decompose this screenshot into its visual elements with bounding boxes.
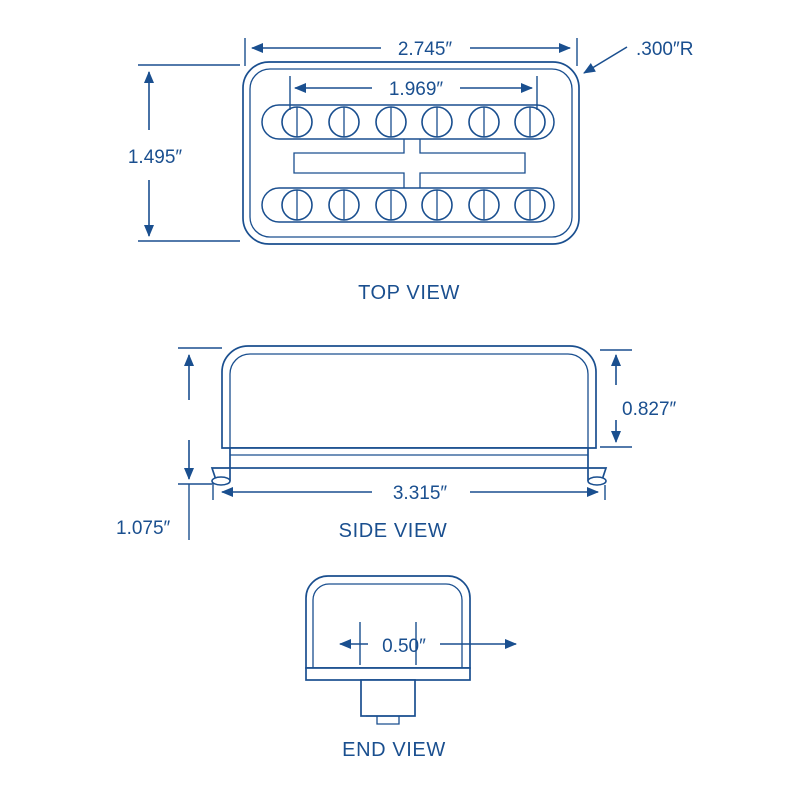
dim-top-width-text: 2.745″ <box>397 39 453 60</box>
side-view-baseplate <box>230 448 588 468</box>
end-view-boss <box>361 680 415 716</box>
dim-side-total-height-text: 1.075″ <box>116 518 171 539</box>
dim-end-width-text: 0.50″ <box>382 636 426 657</box>
side-view-mount-hole-right <box>588 477 606 485</box>
dim-side-length-text: 3.315″ <box>392 483 448 504</box>
side-view-mount-hole-left <box>212 477 230 485</box>
side-view-label: SIDE VIEW <box>338 520 448 542</box>
dim-top-height-text: 1.495″ <box>127 147 183 168</box>
top-view-label: TOP VIEW <box>358 282 460 304</box>
dim-corner-radius-text: .300″R <box>636 39 694 60</box>
top-view-group <box>128 38 694 304</box>
end-view-boss-tab <box>377 716 399 724</box>
end-view-group <box>306 576 516 761</box>
leader-corner-radius <box>584 47 627 73</box>
dim-side-height-text: 0.827″ <box>622 399 677 420</box>
end-view-label: END VIEW <box>342 739 446 761</box>
end-view-baseplate <box>306 668 470 680</box>
side-view-cover-outline <box>222 346 596 448</box>
side-view-group <box>116 346 677 542</box>
dim-pole-span-text: 1.969″ <box>388 79 444 100</box>
